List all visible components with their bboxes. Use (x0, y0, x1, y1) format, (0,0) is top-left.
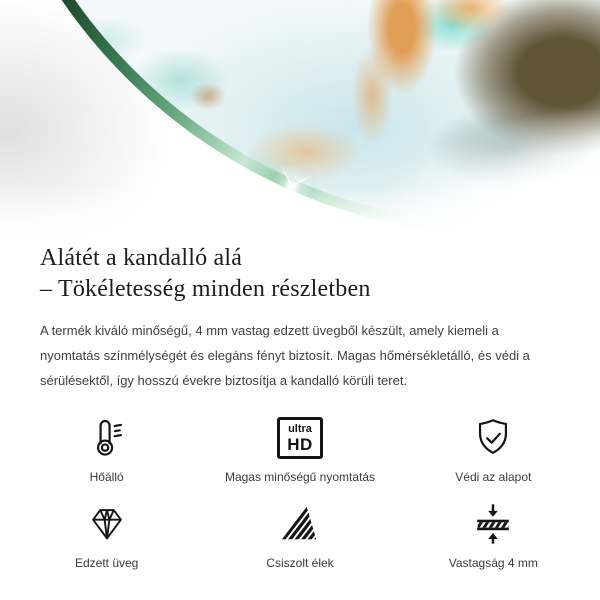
page-title (40, 243, 560, 305)
feature-label: Védi az alapot (455, 470, 532, 484)
thickness-icon (470, 501, 516, 547)
feature-label: Edzett üveg (74, 556, 139, 570)
shield-check-icon (470, 415, 516, 461)
ultra-hd-badge-top-text: ultra (288, 422, 312, 435)
ultra-hd-badge-bottom-text: HD (287, 434, 313, 454)
polished-edges-icon (277, 501, 323, 547)
thermometer-icon (84, 415, 130, 461)
hero-product-image (0, 0, 600, 237)
product-info-section (0, 237, 600, 393)
feature-item-ultra-hd-print (203, 413, 396, 484)
feature-item-protects-base (397, 413, 590, 484)
feature-item-thickness (397, 499, 590, 570)
feature-item-heat-resistant (10, 413, 203, 484)
feature-label: Csiszolt élek (266, 556, 334, 570)
feature-item-tempered-glass (10, 499, 203, 570)
feature-label: Vastagság 4 mm (448, 556, 538, 570)
sparkle-highlight (269, 163, 315, 209)
feature-grid (0, 413, 600, 570)
page-title-line1: Alátét a kandalló alá (40, 245, 243, 271)
product-description: A termék kiváló minőségű, 4 mm vastag edzett üvegből készült, amely kiemeli a nyomtatás színmélységét és elegáns fényt biztosít. Magas hőmérsékletálló, és védi a sérülésektől, így hosszú évekre biztosítja a kandalló körüli teret. (40, 323, 530, 388)
feature-item-polished-edges (203, 499, 396, 570)
feature-label: Hőálló (89, 470, 124, 484)
feature-label: Magas minőségű nyomtatás (224, 470, 376, 484)
ultra-hd-icon (277, 415, 323, 461)
page-title-line2: – Tökéletesség minden részletben (40, 276, 371, 302)
diamond-icon (84, 501, 130, 547)
